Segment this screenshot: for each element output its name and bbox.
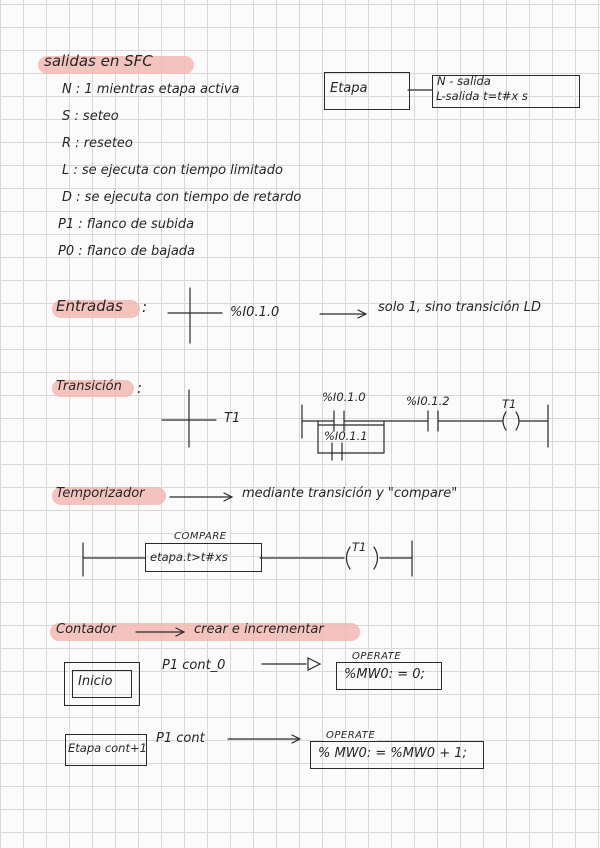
- sfc-action-line2: L-salida t=t#x s: [436, 89, 528, 103]
- temporizador-heading: Temporizador: [56, 486, 145, 501]
- contador-note: crear e incrementar: [194, 622, 324, 637]
- salidas-heading: salidas en SFC: [44, 52, 153, 70]
- salidas-item-code: N: [62, 82, 72, 97]
- ladder-coil-left: [503, 412, 506, 430]
- inicio-arrow-head: [308, 658, 320, 670]
- compare-coil-right: [374, 547, 378, 569]
- salidas-item-code: P1: [58, 217, 75, 232]
- entradas-address: %I0.1.0: [230, 305, 280, 320]
- ladder-contact-parallel-label: %I0.1.1: [324, 429, 368, 443]
- entradas-heading: Entradas: [56, 297, 123, 315]
- salidas-item-d: D : se ejecuta con tiempo de retardo: [62, 190, 302, 205]
- transicion-label: T1: [224, 411, 241, 426]
- compare-expression: etapa.t>t#xs: [150, 550, 228, 564]
- operate1-title: OPERATE: [352, 651, 402, 662]
- salidas-item-l: L : se ejecuta con tiempo limitado: [62, 163, 283, 178]
- ladder-contact2-label: %I0.1.2: [406, 394, 450, 408]
- sfc-action-line1: N - salida: [437, 74, 491, 88]
- salidas-item-desc: flanco de bajada: [86, 244, 196, 259]
- salidas-item-desc: se ejecuta con tiempo de retardo: [84, 190, 302, 205]
- temporizador-note: mediante transición y "compare": [242, 486, 458, 501]
- salidas-item-desc: 1 mientras etapa activa: [84, 82, 240, 97]
- transicion-heading: Transición: [56, 379, 122, 394]
- entradas-arrow-head: [358, 310, 366, 318]
- etapa-cont-arrow-head: [292, 735, 300, 743]
- inicio-step-label: Inicio: [78, 674, 113, 689]
- operate2-title: OPERATE: [326, 730, 376, 741]
- salidas-item-code: S: [62, 109, 71, 124]
- salidas-item-desc: seteo: [82, 109, 119, 124]
- etapa-cont-action: P1 cont: [156, 731, 205, 746]
- contador-heading: Contador: [56, 622, 116, 637]
- ladder-coil-label: T1: [502, 397, 517, 411]
- salidas-item-r: R : reseteo: [62, 136, 133, 151]
- etapa-cont-label: Etapa cont+1: [68, 741, 147, 755]
- entradas-note: solo 1, sino transición LD: [378, 300, 542, 315]
- ladder-contact1-label: %I0.1.0: [322, 390, 366, 404]
- compare-title: COMPARE: [174, 531, 227, 542]
- salidas-item-p1: P1 : flanco de subida: [58, 217, 195, 232]
- inicio-action: P1 cont_0: [162, 658, 226, 673]
- salidas-item-code: L: [62, 163, 70, 178]
- operate2-expression: % MW0: = %MW0 + 1;: [318, 746, 467, 761]
- salidas-item-p0: P0 : flanco de bajada: [58, 244, 196, 259]
- salidas-item-code: R: [62, 136, 72, 151]
- compare-coil-left: [347, 547, 351, 569]
- salidas-item-desc: flanco de subida: [86, 217, 195, 232]
- salidas-item-desc: reseteo: [83, 136, 133, 151]
- ladder-coil-right: [516, 412, 519, 430]
- entradas-colon: :: [142, 298, 148, 316]
- salidas-item-n: N : 1 mientras etapa activa: [62, 82, 240, 97]
- temporizador-coil-label: T1: [352, 540, 367, 554]
- salidas-item-desc: se ejecuta con tiempo limitado: [81, 163, 283, 178]
- sfc-etapa-label: Etapa: [330, 81, 368, 96]
- salidas-item-code: D: [62, 190, 73, 205]
- transicion-colon: :: [137, 379, 143, 397]
- temporizador-arrow-head: [224, 493, 232, 501]
- salidas-item-code: P0: [58, 244, 75, 259]
- salidas-item-s: S : seteo: [62, 109, 119, 124]
- operate1-expression: %MW0: = 0;: [344, 667, 425, 682]
